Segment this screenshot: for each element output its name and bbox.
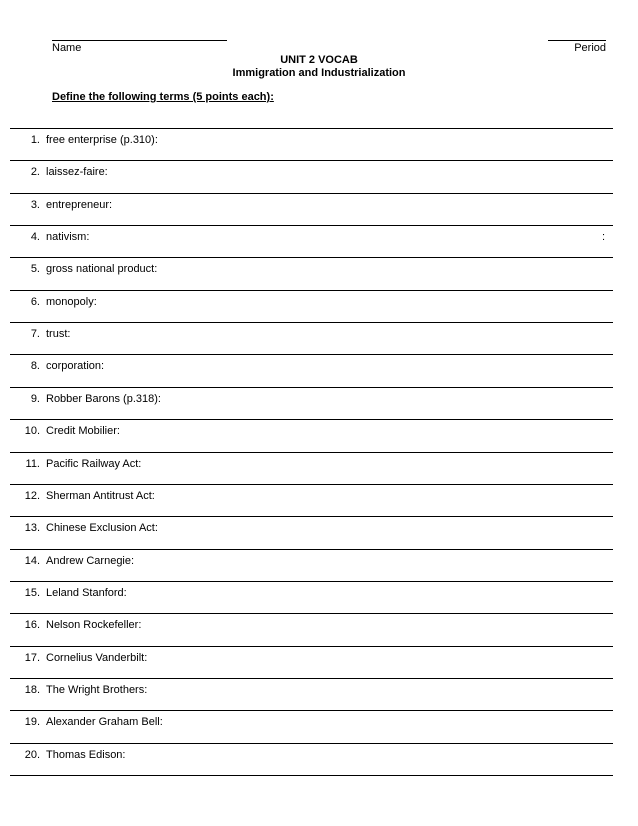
term-number: 16. xyxy=(24,619,40,632)
answer-line[interactable] xyxy=(10,160,613,161)
answer-line[interactable] xyxy=(10,613,613,614)
vocab-term xyxy=(0,490,155,502)
term-number: 13. xyxy=(24,522,40,535)
period-label: Period xyxy=(574,42,606,54)
term-label: trust: xyxy=(46,328,71,341)
vocab-term xyxy=(0,199,112,211)
answer-line[interactable] xyxy=(10,257,613,258)
vocab-term xyxy=(0,360,104,372)
term-label: Pacific Railway Act: xyxy=(46,457,142,470)
answer-line[interactable] xyxy=(10,581,613,582)
answer-line[interactable] xyxy=(10,743,613,744)
term-number: 3. xyxy=(30,198,40,211)
term-label: free enterprise (p.310): xyxy=(46,134,158,146)
term-number: 15. xyxy=(24,586,40,599)
term-number: 10. xyxy=(24,425,40,438)
term-number: 5. xyxy=(30,263,40,276)
term-label: Nelson Rockefeller: xyxy=(46,619,142,632)
term-label: Robber Barons (p.318): xyxy=(46,392,161,405)
term-number: 7. xyxy=(30,328,40,341)
term-number: 9. xyxy=(30,392,40,405)
term-number: 18. xyxy=(24,683,40,696)
answer-line[interactable] xyxy=(10,193,613,194)
vocab-term xyxy=(0,458,141,470)
term-label: entrepreneur: xyxy=(46,198,113,211)
answer-line[interactable] xyxy=(10,484,613,485)
term-number: 17. xyxy=(24,651,40,664)
page-subtitle: Immigration and Industrialization xyxy=(232,67,406,79)
term-label: gross national product: xyxy=(46,263,158,276)
vocab-term xyxy=(0,231,89,243)
term-label: Leland Stanford: xyxy=(46,586,127,599)
term-number: 8. xyxy=(30,360,40,373)
answer-line[interactable] xyxy=(10,290,613,291)
answer-line[interactable] xyxy=(10,354,613,355)
term-number: 6. xyxy=(30,295,40,308)
stray-mark: : xyxy=(602,231,606,243)
vocab-term xyxy=(0,522,158,534)
term-label: corporation: xyxy=(46,360,105,373)
vocab-term xyxy=(0,393,161,405)
term-number: 19. xyxy=(24,716,40,729)
vocab-term xyxy=(0,555,134,567)
term-label: Chinese Exclusion Act: xyxy=(46,522,158,535)
answer-line[interactable] xyxy=(10,775,613,776)
term-label: Alexander Graham Bell: xyxy=(46,716,163,729)
answer-line[interactable] xyxy=(10,516,613,517)
vocab-term xyxy=(0,296,97,308)
vocab-term xyxy=(0,425,120,437)
title-block xyxy=(0,54,638,80)
vocab-term xyxy=(0,749,125,761)
answer-line[interactable] xyxy=(10,419,613,420)
period-blank-line[interactable] xyxy=(548,40,606,41)
term-number: 1. xyxy=(30,134,40,146)
answer-line[interactable] xyxy=(10,225,613,226)
vocab-term xyxy=(0,328,70,340)
term-label: Credit Mobilier: xyxy=(46,425,120,438)
answer-line[interactable] xyxy=(10,549,613,550)
term-label: Sherman Antitrust Act: xyxy=(46,489,155,502)
answer-line[interactable] xyxy=(10,322,613,323)
name-blank-line[interactable] xyxy=(52,40,227,41)
vocab-term xyxy=(0,684,147,696)
answer-line[interactable] xyxy=(10,387,613,388)
vocab-term xyxy=(0,716,163,728)
term-label: The Wright Brothers: xyxy=(46,683,148,696)
answer-line[interactable] xyxy=(10,678,613,679)
vocab-term xyxy=(0,134,158,146)
answer-line[interactable] xyxy=(10,710,613,711)
term-number: 11. xyxy=(25,457,40,470)
page-title: UNIT 2 VOCAB xyxy=(280,54,358,66)
vocab-term xyxy=(0,263,157,275)
term-label: Cornelius Vanderbilt: xyxy=(46,651,148,664)
term-number: 14. xyxy=(24,554,40,567)
vocab-term xyxy=(0,587,127,599)
term-label: Andrew Carnegie: xyxy=(46,554,135,567)
vocab-term xyxy=(0,619,141,631)
term-label: laissez-faire: xyxy=(46,166,108,179)
answer-line[interactable] xyxy=(10,646,613,647)
term-number: 4. xyxy=(30,231,40,244)
term-number: 20. xyxy=(24,748,40,761)
vocab-term xyxy=(0,652,147,664)
answer-line xyxy=(10,128,613,129)
term-label: monopoly: xyxy=(46,295,97,308)
term-number: 2. xyxy=(30,166,40,179)
vocab-term xyxy=(0,166,108,178)
instructions: Define the following terms (5 points each): xyxy=(52,91,274,103)
term-label: nativism: xyxy=(46,231,90,244)
answer-line[interactable] xyxy=(10,452,613,453)
term-label: Thomas Edison: xyxy=(46,748,126,761)
name-label: Name xyxy=(52,42,82,54)
term-number: 12. xyxy=(24,489,40,502)
